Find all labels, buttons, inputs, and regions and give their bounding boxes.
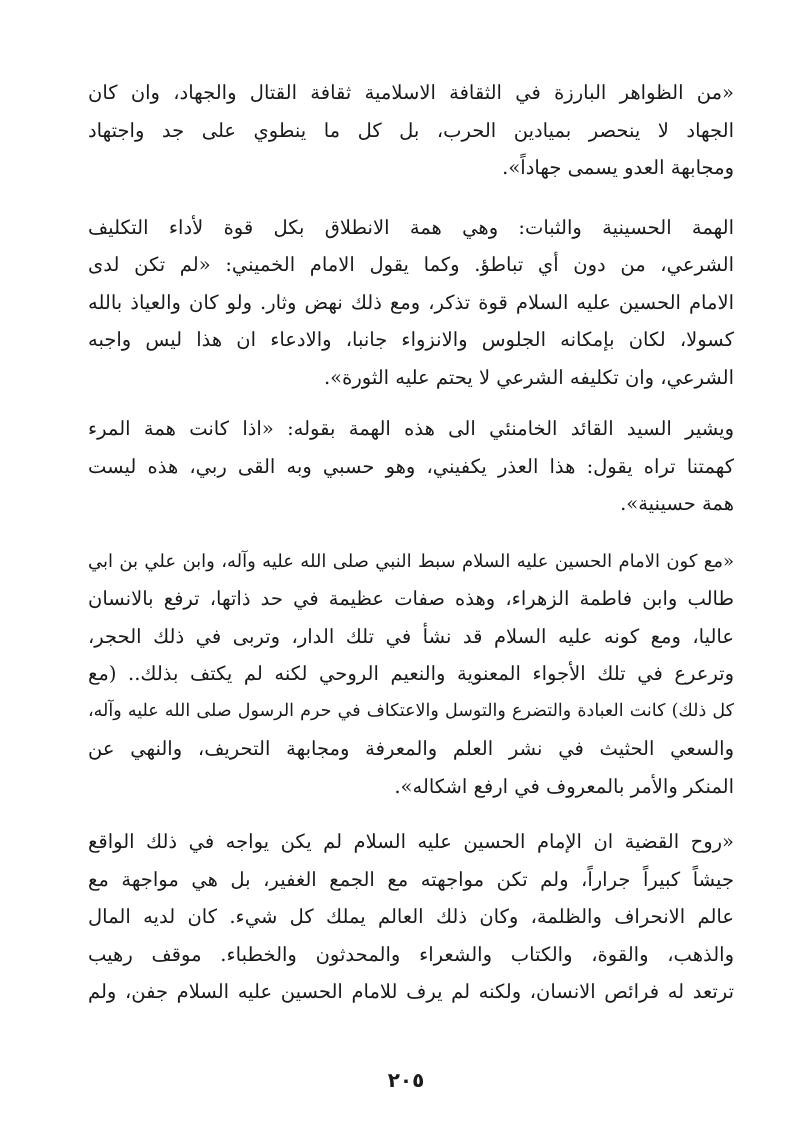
text-line: والذهب، والقوة، والكتاب والشعراء والمحدثون والخطباء. موقف رهيب [88,942,734,966]
text-line: المنكر والأمر بالمعروف في ارفع اشكاله». [394,774,734,798]
text-line: كسولا، لكان بإمكانه الجلوس والانزواء جانبا، والادعاء ان هذا ليس واجبه [88,328,734,351]
paragraph-3 [88,410,734,523]
page-body [88,74,734,1029]
paragraph-1 [88,74,734,187]
paragraph-5 [88,823,734,1011]
text-line: همة حسينية». [620,492,734,515]
text-line: ويشير السيد القائد الخامنئي الى هذه الهمة بقوله: «اذا كانت همة المرء [88,417,734,440]
text-line: عاليا، ومع كونه عليه السلام قد نشأ في تلك الدار، وتربى في ذلك الحجر، [88,624,734,648]
text-line: ترتعد له فرائص الانسان، ولكنه لم يرف للامام الحسين عليه السلام جفن، ولم [88,980,734,1003]
text-line: طالب وابن فاطمة الزهراء، وهذه صفات عظيمة في حد ذاتها، ترفع بالانسان [88,587,734,610]
text-line: عالم الانحراف والظلمة، وكان ذلك العالم يملك كل شيء. كان لديه المال [88,905,734,928]
text-line: والسعي الحثيث في نشر العلم والمعرفة ومجابهة التحريف، والنهي عن [88,737,734,760]
text-line: جيشاً كبيراً جراراً، ولم تكن مواجهته مع الجمع الغفير، بل هي مواجهة مع [88,867,734,891]
text-line: الشرعي، وان تكليفه الشرعي لا يحتم عليه الثورة». [323,365,734,389]
text-line: كل ذلك) كانت العبادة والتضرع والتوسل والاعتكاف في حرم الرسول صلى الله عليه وآله، [88,700,734,721]
text-line: الشرعي، من دون أي تباطؤ. وكما يقول الامام الخميني: «لم تكن لدى [88,253,734,276]
text-line: وترعرع في تلك الأجواء المعنوية والنعيم الروحي لكنه لم يكتف بذلك.. (مع [88,662,734,685]
text-line: «من الظواهر البارزة في الثقافة الاسلامية ثقافة القتال والجهاد، وان كان [88,81,734,104]
paragraph-4 [88,543,734,806]
text-line: الهمة الحسينية والثبات: وهي همة الانطلاق بكل قوة لأداء التكليف [88,215,734,239]
page-number: ٢٠٥ [387,1068,425,1092]
paragraph-2 [88,209,734,397]
text-line: «مع كون الامام الحسين عليه السلام سبط النبي صلى الله عليه وآله، وابن علي بن ابي [88,550,734,572]
text-line: الجهاد لا ينحصر بميادين الحرب، بل كل ما ينطوي على جد واجتهاد [88,118,734,142]
text-line: «روح القضية ان الإمام الحسين عليه السلام لم يكن يواجه في ذلك الواقع [88,830,734,853]
text-line: كهمتنا تراه يقول: هذا العذر يكفيني، وهو حسبي وبه القى ربي، هذه ليست [88,454,734,478]
text-line: ومجابهة العدو يسمى جهاداً». [502,156,734,179]
text-line: الامام الحسين عليه السلام قوة تذكر، ومع ذلك نهض وثار. ولو كان والعياذ بالله [88,290,734,314]
